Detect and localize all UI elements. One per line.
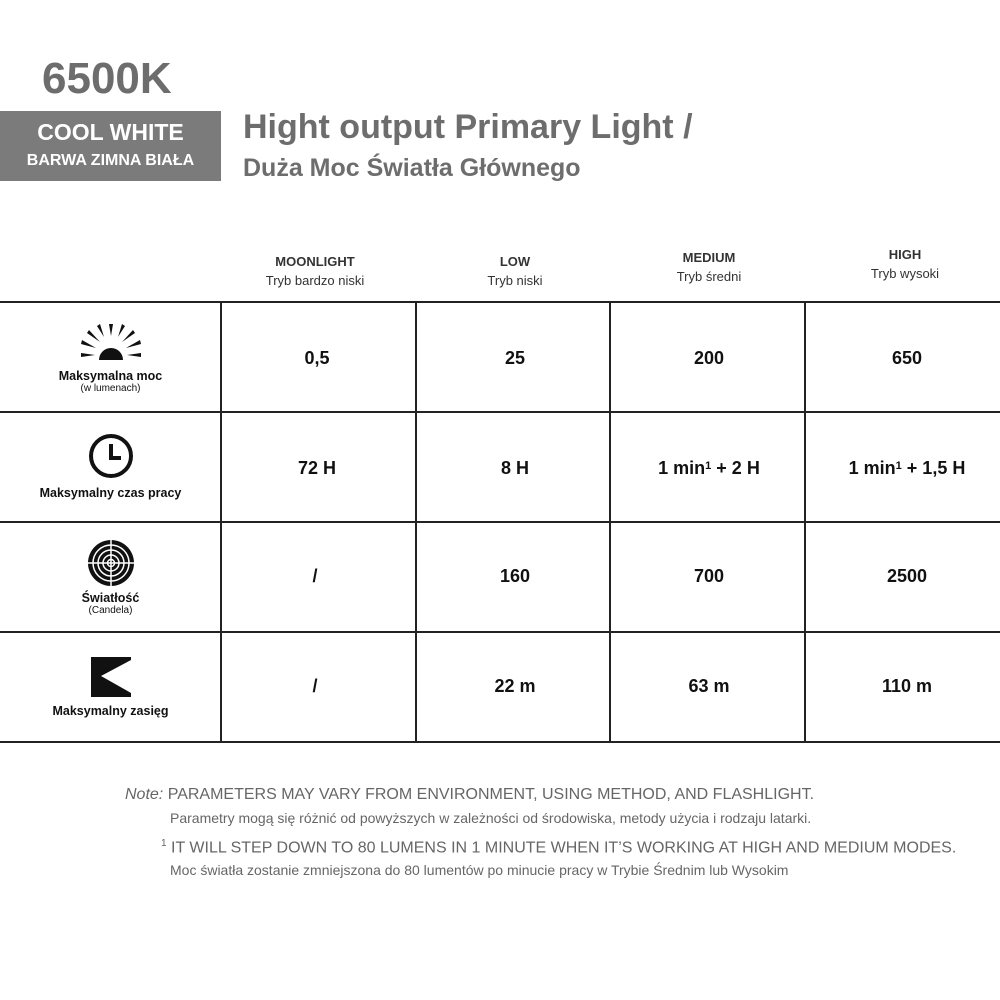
cell-distance-high: 110 m [881, 675, 933, 696]
column-header-low [418, 252, 612, 290]
column-header-en: MEDIUM [682, 250, 736, 265]
cell-candela-low: 160 [499, 565, 531, 586]
color-temperature: 6500K [42, 54, 172, 103]
cell-lumens-medium: 200 [693, 347, 725, 368]
cell-lumens-moonlight: 0,5 [304, 347, 330, 368]
column-header-pl: Tryb niski [487, 273, 543, 288]
note-en [125, 786, 814, 804]
column-divider [415, 301, 417, 743]
beam-distance-icon [90, 656, 132, 698]
table-top-border [0, 301, 1000, 303]
footnote-en-text: IT WILL STEP DOWN TO 80 LUMENS IN 1 MINUTE WHEN IT’S WORKING AT HIGH AND MEDIUM MODES. [171, 839, 957, 857]
cell-candela-high: 2500 [886, 565, 928, 586]
row-sublabel-text: (Candela) [88, 605, 133, 616]
row-label-text: Maksymalny zasięg [52, 704, 169, 718]
row-label-text: Maksymalny czas pracy [39, 486, 182, 500]
cell-candela-moonlight: / [312, 565, 318, 586]
cell-runtime-medium: 1 min $^1$ + 2 H [658, 457, 760, 478]
column-header-moonlight [218, 252, 412, 290]
badge-sub-label: BARWA ZIMNA BIAŁA [26, 152, 195, 169]
column-header-en: HIGH [888, 247, 922, 262]
page-title: Hight output Primary Light / [243, 108, 693, 146]
badge-main-label: COOL WHITE [37, 119, 184, 145]
note-en-text: PARAMETERS MAY VARY FROM ENVIRONMENT, USING METHOD, AND FLASHLIGHT. [167, 786, 815, 803]
row-label-distance [0, 656, 221, 718]
cell-lumens-low: 25 [504, 347, 526, 368]
cell-candela-medium: 700 [693, 565, 725, 586]
column-header-en: MOONLIGHT [275, 254, 355, 269]
column-header-en: LOW [499, 254, 531, 269]
footnote-marker: 1 [161, 838, 167, 849]
note-pl: Parametry mogą się różnić od powyższych w zależności od środowiska, metody użycia i rodzaju latarki. [170, 810, 812, 826]
row-label-lumens [0, 322, 221, 394]
target-icon [86, 538, 136, 588]
column-header-high [808, 245, 1000, 283]
column-header-medium [612, 248, 806, 286]
cell-distance-medium: 63 m [688, 675, 730, 696]
cell-runtime-high: 1 min $^1$ + 1,5 H [848, 457, 966, 478]
cell-runtime-low: 8 H [500, 457, 529, 478]
note-prefix: Note: [125, 786, 164, 803]
column-header-pl: Tryb bardzo niski [265, 273, 365, 288]
column-header-pl: Tryb średni [676, 269, 742, 284]
row-label-runtime [0, 432, 221, 500]
row-sublabel-text: (w lumenach) [80, 383, 141, 394]
footnote-marker: 1 [705, 460, 712, 472]
footnote-pl: Moc światła zostanie zmniejszona do 80 lumentów po minucie pracy w Trybie Średnim lub Wysokim [170, 862, 789, 878]
sun-icon [80, 322, 142, 362]
page-subtitle: Duża Moc Światła Głównego [243, 154, 581, 182]
cell-distance-moonlight: / [312, 675, 318, 696]
row-label-text: Maksymalna moc [58, 369, 163, 383]
column-header-pl: Tryb wysoki [870, 266, 940, 281]
color-badge [0, 111, 221, 181]
cell-runtime-moonlight: 72 H [297, 457, 337, 478]
table-bottom-border [0, 741, 1000, 743]
footnote-en [161, 838, 956, 857]
row-label-candela [0, 538, 221, 616]
clock-icon [87, 432, 135, 480]
footnote-marker: 1 [895, 460, 902, 472]
cell-lumens-high: 650 [891, 347, 923, 368]
cell-distance-low: 22 m [494, 675, 536, 696]
row-label-text: Światłość [81, 591, 140, 605]
